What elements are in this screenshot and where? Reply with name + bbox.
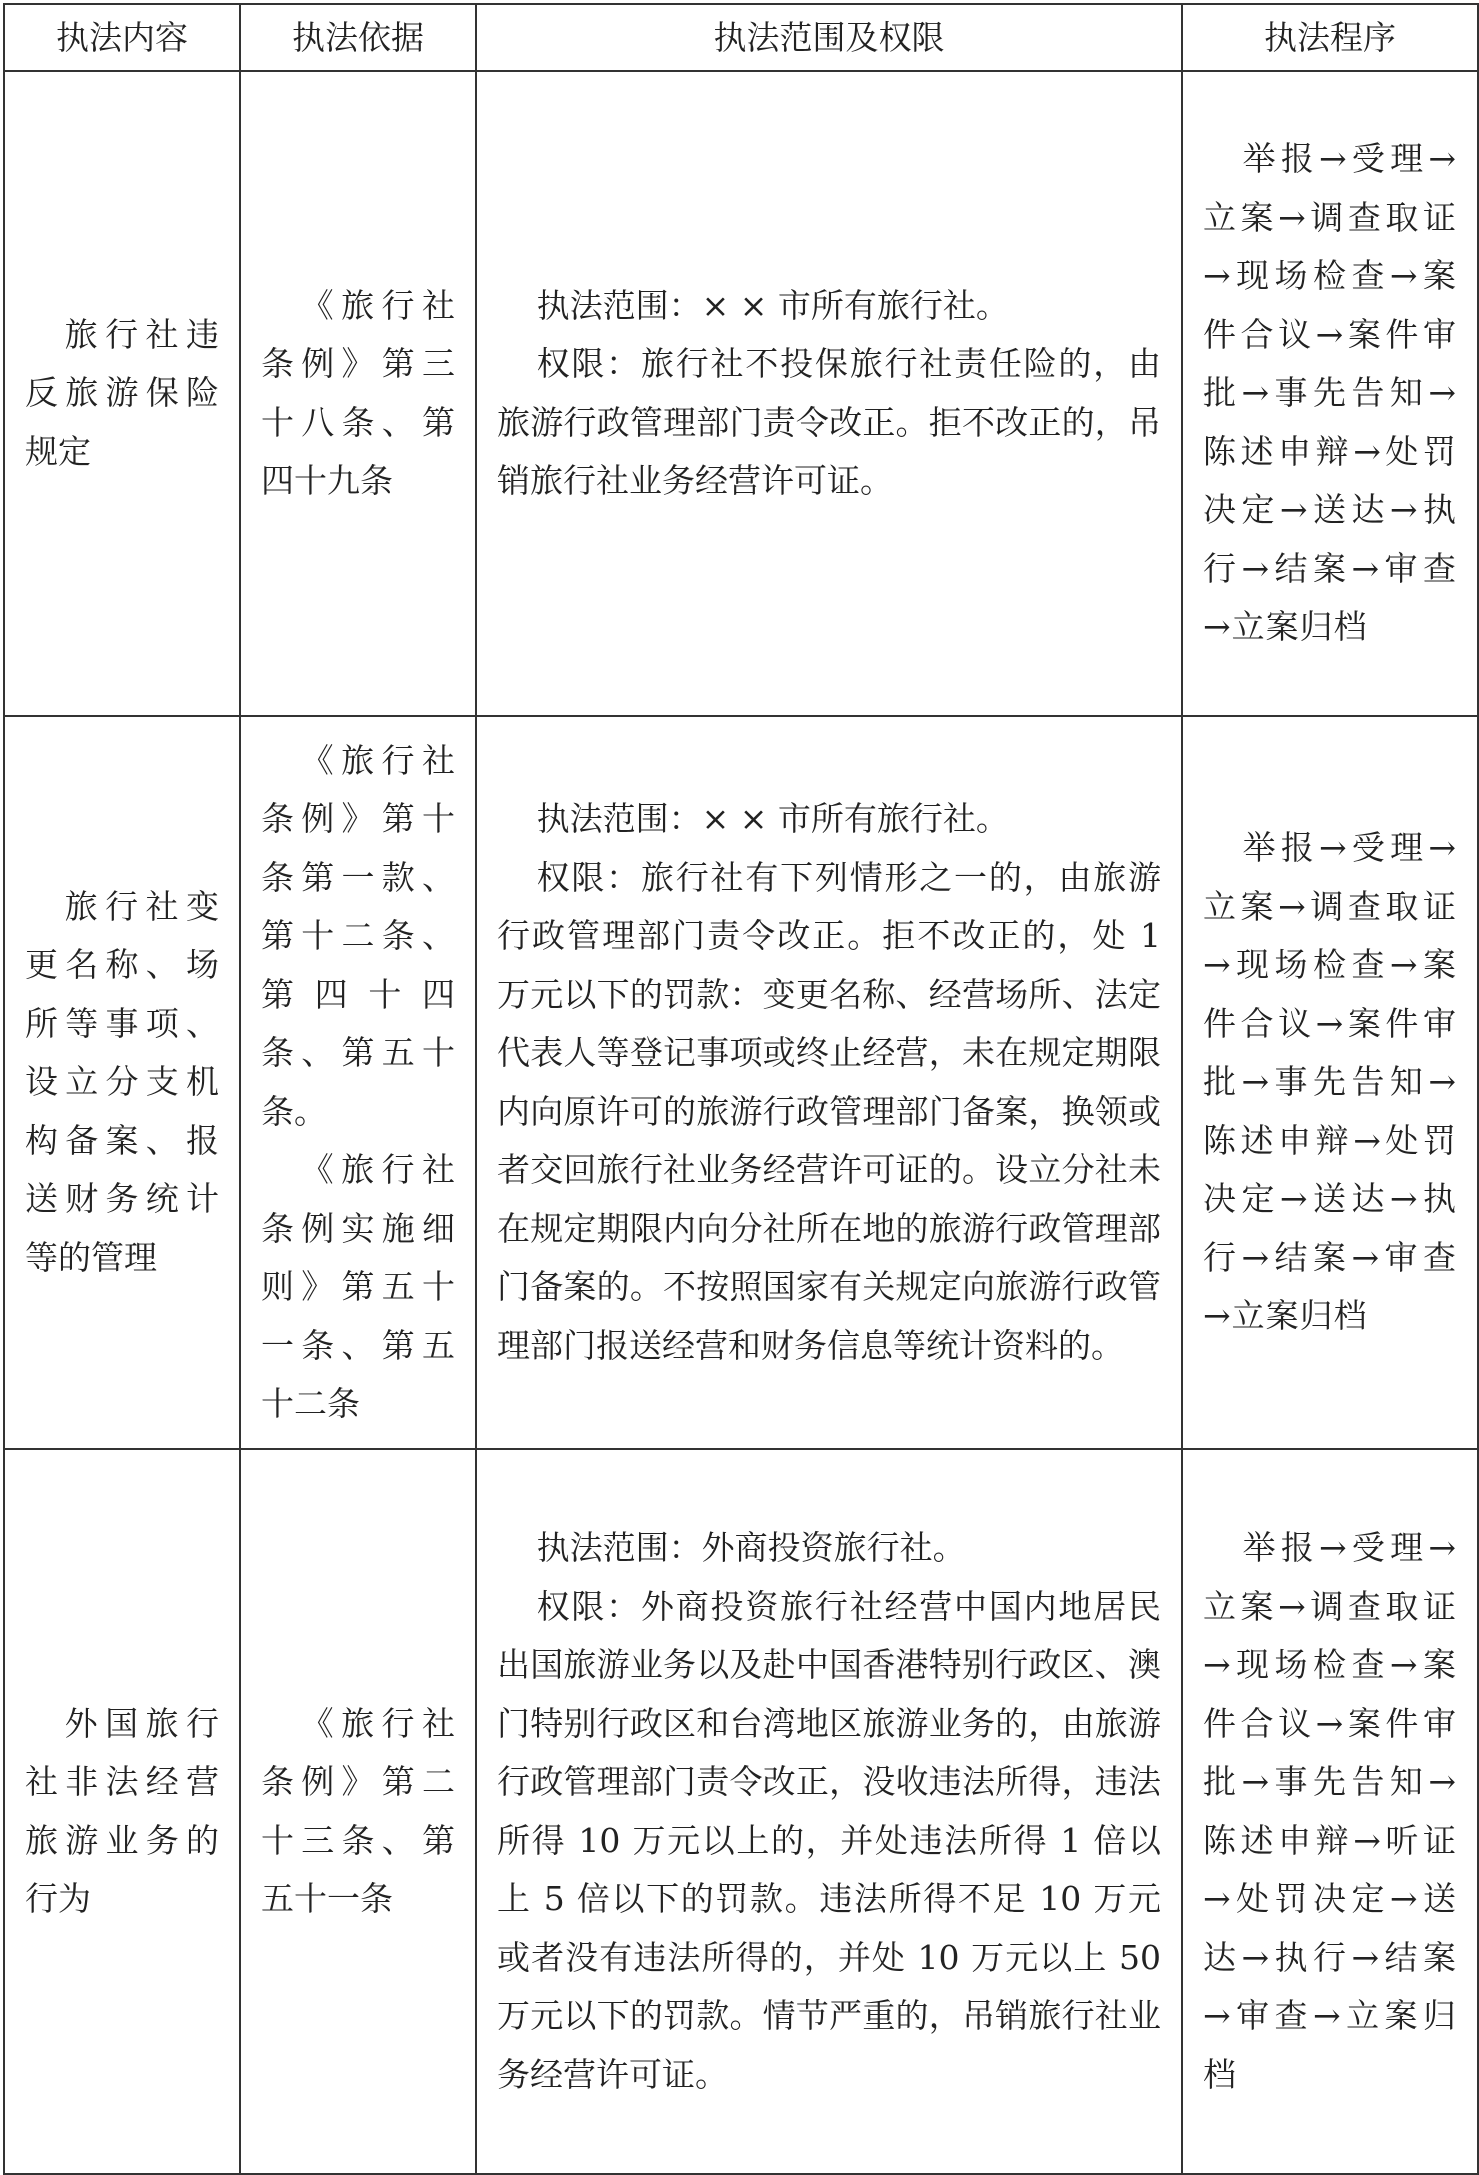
basis-cell: [240, 1449, 476, 2174]
basis-cell: [240, 716, 476, 1449]
scope-text: 执法范围：× × 市所有旅行社。: [536, 285, 1009, 325]
header-procedure: 执法程序: [1182, 4, 1478, 71]
procedure-cell: [1182, 716, 1478, 1449]
enforcement-table: [3, 3, 1479, 2175]
scope-cell: [476, 71, 1182, 716]
header-content: 执法内容: [4, 4, 240, 71]
header-row: [4, 4, 1478, 71]
procedure-text: 举报→受理→立案→调查取证→现场检查→案件合议→案件审批→事先告知→陈述申辩→听证→处罚决定→送达→执行→结案→审查→立案归档: [1203, 1528, 1457, 2094]
procedure-cell: [1182, 1449, 1478, 2174]
content-text: 旅行社变更名称、场所等事项、设立分支机构备案、报送财务统计等的管理: [25, 886, 219, 1277]
basis-text: 《旅行社条例》第十条第一款、第十二条、第四十四条、第五十条。: [261, 740, 455, 1131]
scope-text: 执法范围：× × 市所有旅行社。: [536, 799, 1009, 838]
basis-cell: [240, 71, 476, 716]
header-basis: 执法依据: [240, 4, 476, 71]
table-row: [4, 716, 1478, 1449]
table-row: [4, 1449, 1478, 2174]
procedure-cell: [1182, 71, 1478, 716]
content-cell: [4, 71, 240, 716]
content-cell: [4, 716, 240, 1449]
authority-text: 权限：旅行社有下列情形之一的，由旅游行政管理部门责令改正。拒不改正的，处 1 万元以下的罚款：变更名称、经营场所、法定代表人等登记事项或终止经营，未在规定期限内向原许可的旅游行政管理部门备案，换领或者交回旅行社业务经营许可证的。设立分社未在规定期限内向分社所在地的旅游行政管理部门备案的。不按照国家有关规定向旅游行政管理部门报送经营和财务信息等统计资料的。: [497, 857, 1161, 1365]
content-text: 旅行社违反旅游保险规定: [25, 314, 219, 471]
basis-text: 《旅行社条例》第二十三条、第五十一条: [261, 1703, 455, 1918]
table-row: [4, 71, 1478, 716]
content-text: 外国旅行社非法经营旅游业务的行为: [25, 1703, 219, 1918]
header-scope: 执法范围及权限: [476, 4, 1182, 71]
scope-cell: [476, 1449, 1182, 2174]
scope-text: 执法范围：外商投资旅行社。: [536, 1528, 966, 1567]
basis-text: 《旅行社条例实施细则》第五十一条、第五十二条: [261, 1150, 455, 1423]
basis-text: 《旅行社条例》第三十八条、第四十九条: [261, 285, 455, 500]
scope-cell: [476, 716, 1182, 1449]
content-cell: [4, 1449, 240, 2174]
authority-text: 权限：外商投资旅行社经营中国内地居民出国旅游业务以及赴中国香港特别行政区、澳门特别行政区和台湾地区旅游业务的，由旅游行政管理部门责令改正，没收违法所得，违法所得 10 万元以上的，并处违法所得 1 倍以上 5 倍以下的罚款。违法所得不足 10 万元或者没有违法所得的，并处 10 万元以上 50 万元以下的罚款。情节严重的，吊销旅行社业务经营许可证。: [497, 1586, 1161, 2094]
procedure-text: 举报→受理→立案→调查取证→现场检查→案件合议→案件审批→事先告知→陈述申辩→处罚决定→送达→执行→结案→审查→立案归档: [1203, 139, 1457, 647]
authority-text: 权限：旅行社不投保旅行社责任险的，由旅游行政管理部门责令改正。拒不改正的，吊销旅行社业务经营许可证。: [497, 344, 1161, 500]
procedure-text: 举报→受理→立案→调查取证→现场检查→案件合议→案件审批→事先告知→陈述申辩→处罚决定→送达→执行→结案→审查→立案归档: [1203, 828, 1457, 1336]
